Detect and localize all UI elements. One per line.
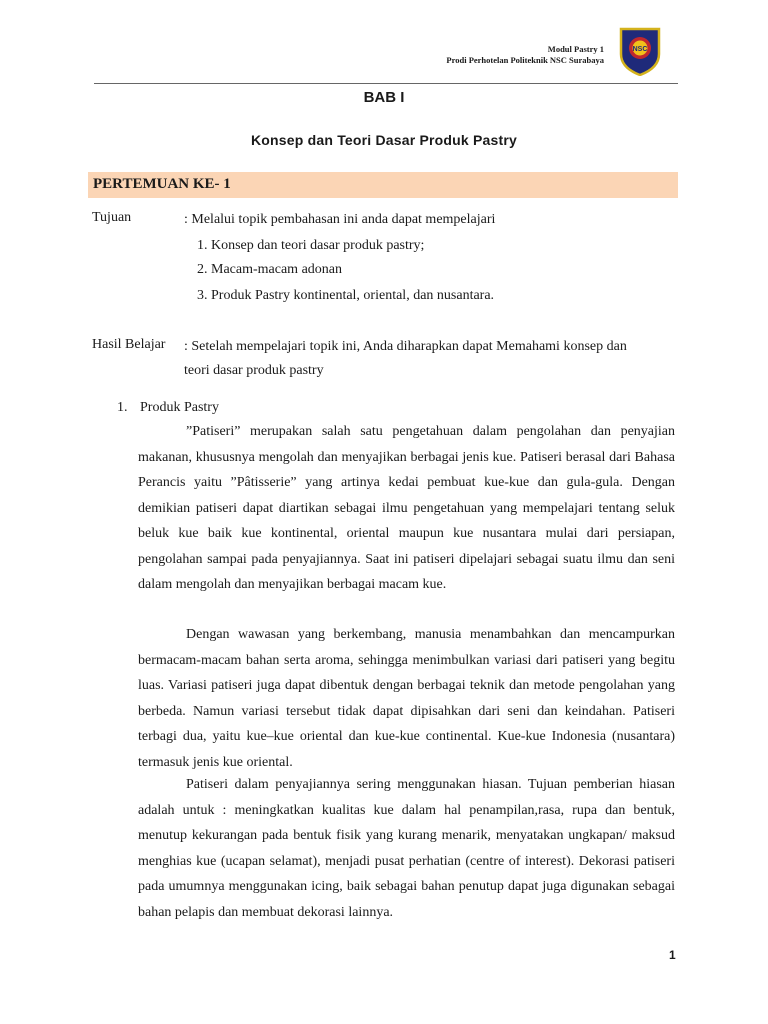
nsc-shield-logo-icon: [618, 26, 662, 76]
body-paragraph-1: ”Patiseri” merupakan salah satu pengetahuan dalam pengolahan dan penyajian makanan, khususnya mengolah dan menyajikan berbagai jenis kue. Patiseri berasal dari Bahasa Perancis yaitu ”Pâtisserie” yang artinya kedai pembuat kue-kue dan gula-gula. Dengan demikian patiseri dapat diartikan sebagai ilmu pengetahuan yang mempelajari tentang seluk beluk kue baik kue kontinental, oriental maupun kue nusantara mulai dari persiapan, pengolahan sampai pada penyajiannya. Saat ini patiseri dipelajari sebagai suatu ilmu dan seni dalam mengolah dan menyajikan berbagai macam kue.: [138, 424, 675, 592]
objective-label: Tujuan: [92, 210, 132, 225]
header-module-title: Modul Pastry 1: [547, 44, 604, 54]
logo-text: NSC: [632, 46, 648, 53]
chapter-heading: BAB I: [363, 89, 405, 106]
outcome-label: Hasil Belajar: [92, 337, 166, 352]
objective-item-3: 3. Produk Pastry kontinental, oriental, dan nusantara.: [197, 288, 495, 303]
header-program-name: Prodi Perhotelan Politeknik NSC Surabaya: [446, 55, 604, 65]
objective-item-1: 1. Konsep dan teori dasar produk pastry;: [197, 238, 425, 253]
section-number: 1.: [117, 400, 128, 415]
body-paragraph-3: Patiseri dalam penyajiannya sering menggunakan hiasan. Tujuan pemberian hiasan adalah untuk : meningkatkan kualitas kue dalam hal penampilan,rasa, rupa dan bentuk, menutup kekurangan pada bentuk fisik yang kurang menarik, menyatakan ungkapan/ maksud menghias kue (ucapan selamat), menjadi pusat perhatian (centre of interest). Dekorasi patiseri pada umumnya menggunakan icing, baik sebagai bahan penutup dapat juga digunakan sebagai bahan pelapis dan membuat dekorasi lainnya.: [138, 777, 675, 920]
chapter-title: Konsep dan Teori Dasar Produk Pastry: [250, 132, 517, 148]
body-paragraph-2: Dengan wawasan yang berkembang, manusia menambahkan dan mencampurkan bermacam-macam bahan serta aroma, sehingga menimbulkan variasi dari patiseri yang begitu luas. Variasi patiseri juga dapat dibentuk dengan berbagai teknik dan metode pengolahan yang berbeda. Namun variasi tersebut tidak dapat dipisahkan dari seni dan keindahan. Patiseri terbagi dua, yaitu kue–kue oriental dan kue-kue continental. Kue-kue Indonesia (nusantara) termasuk jenis kue oriental.: [138, 627, 675, 770]
outcome-line-1: : Setelah mempelajari topik ini, Anda diharapkan dapat Memahami konsep dan: [184, 339, 627, 354]
objective-item-2: 2. Macam-macam adonan: [197, 262, 342, 277]
section-title: Produk Pastry: [140, 400, 219, 415]
objective-intro: : Melalui topik pembahasan ini anda dapat mempelajari: [184, 212, 496, 227]
page-number: 1: [669, 948, 676, 962]
page-header: [446, 44, 604, 66]
meeting-banner: PERTEMUAN KE- 1: [88, 172, 678, 198]
outcome-line-2: teori dasar produk pastry: [184, 363, 324, 378]
header-divider: [94, 83, 678, 84]
